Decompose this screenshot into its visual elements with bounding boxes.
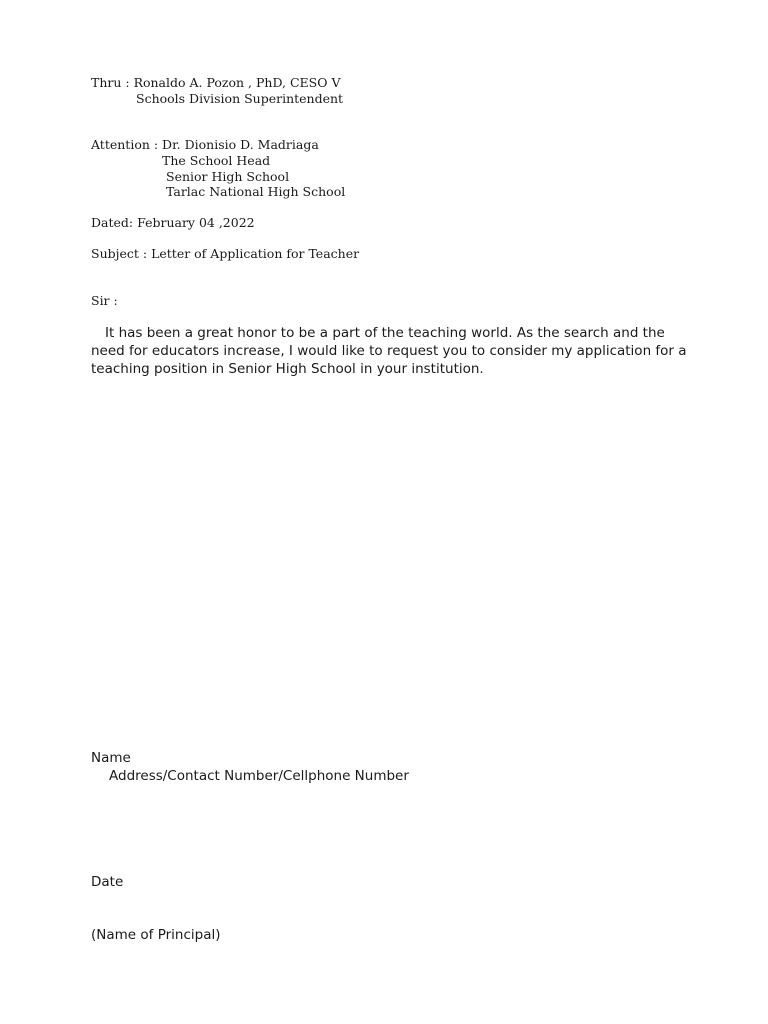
signature-name: Name [91, 750, 131, 766]
attention-line-4: Tarlac National High School [166, 184, 346, 199]
dated-line: Dated: February 04 ,2022 [91, 215, 255, 230]
thru-line: Thru : Ronaldo A. Pozon , PhD, CESO V [91, 75, 341, 90]
signature-contact: Address/Contact Number/Cellphone Number [109, 768, 409, 784]
attention-line-2: The School Head [162, 153, 271, 168]
recipient-placeholder: (Name of Principal) [91, 927, 221, 943]
attention-line: Attention : Dr. Dionisio D. Madriaga [91, 137, 319, 152]
date-label: Date [91, 874, 124, 890]
body-paragraph: It has been a great honor to be a part of the teaching world. As the search and the need for educators increase, I would like to request you to consider my application for a teaching position in Senior High School in your institution. [91, 325, 687, 377]
salutation: Sir : [91, 293, 118, 308]
thru-position: Schools Division Superintendent [136, 91, 344, 106]
attention-line-3: Senior High School [166, 169, 290, 184]
subject-line: Subject : Letter of Application for Teacher [91, 246, 360, 261]
